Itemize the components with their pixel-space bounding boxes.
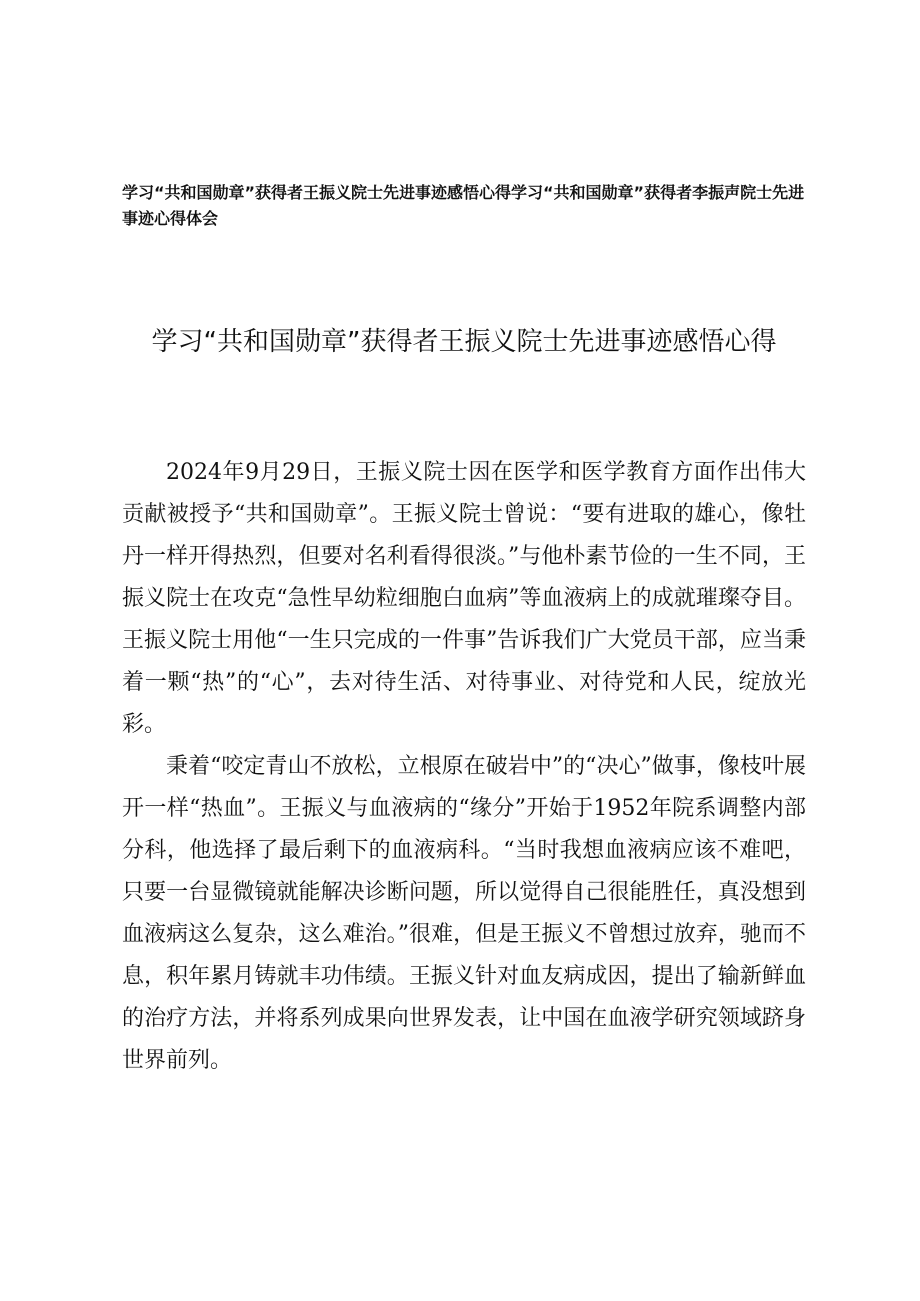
document-title: 学习“共和国勋章”获得者王振义院士先进事迹感悟心得 <box>151 327 777 357</box>
paragraph: 秉着“咬定青山不放松，立根原在破岩中”的“决心”做事，像枝叶展开一样“热血”。王振义与血液病的“缘分”开始于1952年院系调整内部分科，他选择了最后剩下的血液病科。“当时我想血液病应该不难吧，只要一台显微镜就能解决诊断问题，所以觉得自己很能胜任，真没想到血液病这么复杂，这么难治。”很难，但是王振义不曾想过放弃，驰而不息，积年累月铸就丰功伟绩。王振义针对血友病成因，提出了输新鲜血的治疗方法，并将系列成果向世界发表，让中国在血液学研究领域跻身世界前列。 <box>122 754 806 1073</box>
document-body <box>122 452 806 1082</box>
paragraph: 2024年9月29日，王振义院士因在医学和医学教育方面作出伟大贡献被授予“共和国勋章”。王振义院士曾说：“要有进取的雄心，像牡丹一样开得热烈，但要对名利看得很淡。”与他朴素节俭的一生不同，王振义院士在攻克“急性早幼粒细胞白血病”等血液病上的成就璀璨夺目。王振义院士用他“一生只完成的一件事”告诉我们广大党员干部，应当秉着一颗“热”的“心”，去对待生活、对待事业、对待党和人民，绽放光彩。 <box>122 460 806 737</box>
document-header: 学习“共和国勋章”获得者王振义院士先进事迹感悟心得学习“共和国勋章”获得者李振声院士先进事迹心得体会 <box>122 183 805 228</box>
